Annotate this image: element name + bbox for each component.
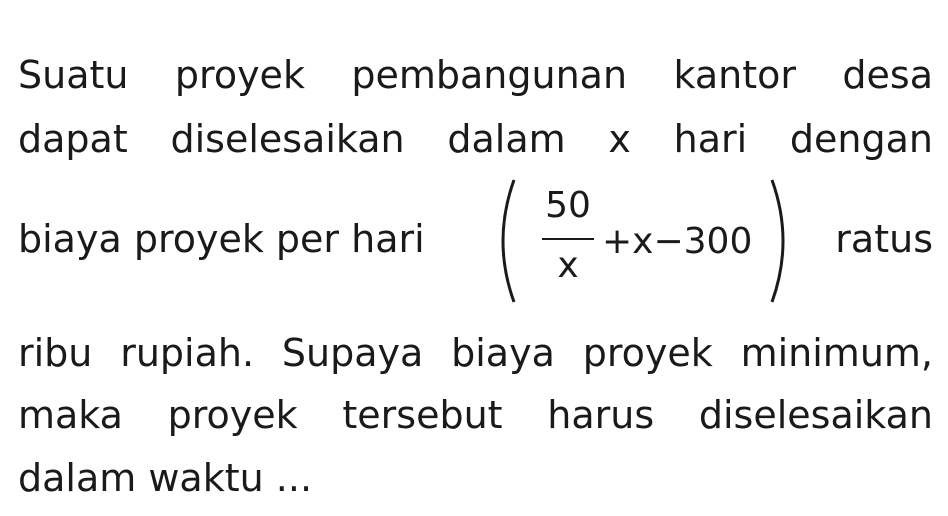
right-parenthesis: [768, 176, 798, 306]
fraction: [540, 182, 596, 302]
text-line-5: maka proyek tersebut harus diselesaikan: [18, 393, 933, 437]
expression-tail: +x−300: [602, 221, 753, 262]
formula-line: [18, 176, 933, 306]
fraction-numerator: 50: [545, 185, 591, 226]
text-line-1: Suatu proyek pembangunan kantor desa: [18, 53, 933, 97]
text-line-3-after: ratus: [835, 217, 933, 261]
text-line-2: dapat diselesaikan dalam x hari dengan: [18, 117, 933, 161]
text-line-3-before: biaya proyek per hari: [18, 217, 425, 261]
left-parenthesis: [488, 176, 518, 306]
fraction-bar: [542, 238, 594, 240]
fraction-denominator: x: [557, 245, 579, 286]
text-line-4: ribu rupiah. Supaya biaya proyek minimum,: [18, 331, 933, 375]
daily-cost-expression: [488, 176, 798, 306]
text-line-6: dalam waktu ...: [18, 456, 313, 500]
problem-text: [18, 0, 933, 516]
